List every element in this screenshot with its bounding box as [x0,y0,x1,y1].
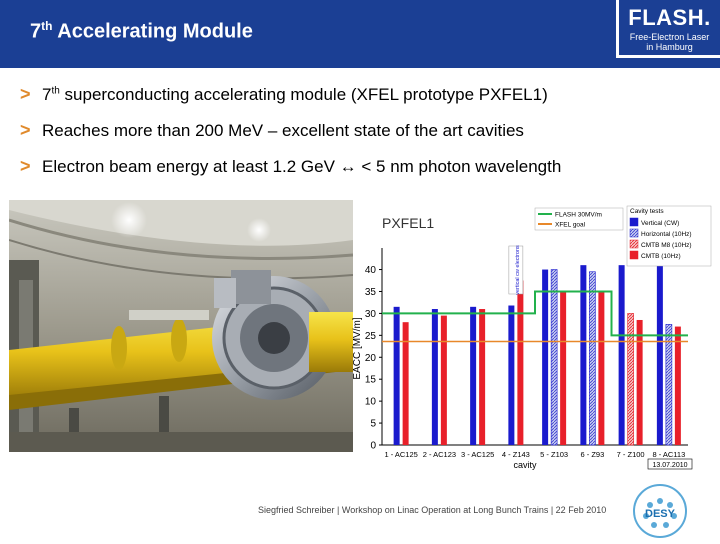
bar-vertical-cw- [542,270,548,445]
bullet-item: > Electron beam energy at least 1.2 GeV ↔ < 5 nm photon wavelength [20,156,562,176]
legend-title: Cavity tests [630,208,664,215]
chart-plot-area [352,206,711,470]
y-tick-label: 15 [364,374,376,386]
bar-cmtb-10hz- [517,281,523,445]
bar-vertical-cw- [657,256,663,445]
header-bar [0,0,720,68]
y-tick-label: 0 [370,440,376,452]
date-stamp: 13.07.2010 [652,462,688,469]
legend-series-label: Horizontal (10Hz) [641,231,692,238]
y-tick-label: 25 [364,330,376,342]
flash-logo-text: FLASH. [628,5,711,30]
cavity-gradient-chart [350,200,718,475]
bar-vertical-cw- [394,307,400,445]
desy-logo-icon [632,483,688,539]
bar-vertical-cw- [432,309,438,445]
x-axis-label: cavity [513,460,537,470]
chart-title: PXFEL1 [382,215,435,231]
legend-series-swatch [630,251,638,259]
bar-cmtb-10hz- [403,322,409,445]
legend-series-label: CMTB (10Hz) [641,253,681,260]
desy-logo [632,483,688,544]
bullet-item: > 7th superconducting accelerating module (XFEL prototype PXFEL1) [20,84,548,104]
bullet-marker-icon: > [20,120,31,140]
legend-xfel-label: XFEL goal [555,221,586,229]
bar-cmtb-10hz- [675,327,681,445]
bullet-item: > Reaches more than 200 MeV – excellent state of the art cavities [20,120,524,140]
accelerator-photo-illustration [9,200,353,452]
bar-horizontal-10hz- [551,270,557,445]
legend-series-swatch [630,218,638,226]
legend-series-label: Vertical (CW) [641,220,680,227]
y-tick-label: 30 [364,308,376,320]
x-tick-label: 5 - Z103 [540,450,569,459]
y-tick-label: 10 [364,396,376,408]
bar-cmtb-10hz- [479,309,485,445]
legend-series-swatch [630,229,638,237]
y-axis-label: EACC [MV/m] [352,317,363,380]
annotation-text: vertical cw electrons [514,245,521,295]
x-tick-label: 1 - AC125 [384,450,418,459]
page-title: 7th Accelerating Module [30,19,253,43]
x-tick-label: 8 - AC113 [652,450,686,459]
bar-cmtb-m8-10hz- [628,313,634,445]
flash-logo [616,0,720,58]
chart-svg [350,200,718,470]
x-tick-label: 7 - Z100 [616,450,645,459]
desy-logo-text: DESY [645,508,675,520]
x-tick-label: 4 - Z143 [501,450,530,459]
bar-cmtb-10hz- [441,316,447,445]
legend-series-swatch [630,240,638,248]
legend-flash-label: FLASH 30MV/m [555,211,602,219]
flash-logo-subtitle: Free-Electron Laser in Hamburg [629,32,710,52]
bullet-list [20,84,561,192]
bar-vertical-cw- [470,307,476,445]
bullet-marker-icon: > [20,156,31,176]
y-tick-label: 35 [364,286,376,298]
legend-series-label: CMTB M8 (10Hz) [641,242,692,249]
y-tick-label: 20 [364,352,376,364]
bar-cmtb-10hz- [598,291,604,445]
x-tick-label: 3 - AC125 [460,450,495,459]
accelerator-module-photo [9,200,353,452]
y-tick-label: 40 [364,265,376,277]
bar-horizontal-10hz- [666,324,672,445]
bar-vertical-cw- [619,265,625,445]
x-tick-label: 2 - AC123 [422,450,457,459]
bar-cmtb-10hz- [637,320,643,445]
bar-cmtb-10hz- [560,291,566,445]
bullet-marker-icon: > [20,84,31,104]
footer-text: Siegfried Schreiber | Workshop on Linac Operation at Long Bunch Trains | 22 Feb 2010 [258,505,607,515]
y-tick-label: 5 [370,418,376,430]
x-tick-label: 6 - Z93 [580,450,605,459]
bar-vertical-cw- [508,306,514,445]
bar-horizontal-10hz- [589,272,595,445]
